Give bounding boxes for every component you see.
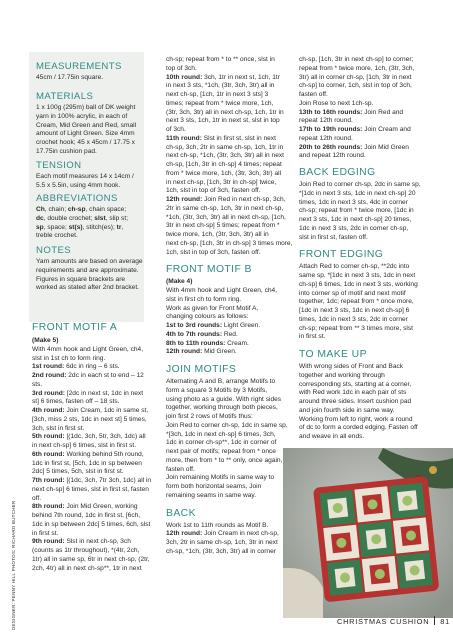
abbreviations-section [36, 193, 128, 241]
text-line: 9th round: Slst in next ch-sp, 3ch [32, 538, 131, 546]
text-line: 12th round: Join Cream in next ch-sp, [166, 530, 279, 538]
cushion-illustration [283, 448, 453, 618]
text-line: fasten off. [299, 91, 328, 98]
text-line: Attach Red to corner ch-sp, **2dc into [299, 263, 410, 271]
text-line: ch-sp; repeat from * twice more, [1dc in [299, 207, 414, 215]
text-line: requirements and are approximate. [36, 266, 139, 274]
footer-title: CHRISTMAS CUSHION [337, 617, 430, 626]
page-number: 81 [440, 617, 450, 626]
text-line: ch-sp; repeat from ** 3 times more, slst [299, 324, 413, 332]
text-line: together and working through [299, 371, 385, 379]
text-line: corresponding sts, starting at a corner, [299, 380, 412, 388]
text-line: *[1dc in next 3 sts, 1dc in next ch-sp] 20 [299, 189, 416, 197]
text-line: 2nd round: 2dc in each st to end – 12 [32, 372, 144, 379]
column-1 [32, 322, 152, 573]
text-line: times; repeat from * twice more, 1ch, [166, 99, 274, 107]
text-line: 2dc] 5 times, 5ch, slst in first st. [32, 468, 124, 476]
text-line: next ch-sp, [1ch, 1tr in next 3 sts] 3 [166, 91, 269, 98]
text-line: 45cm / 17.75in square. [36, 74, 104, 81]
text-line: in next 3 sts, *1ch, (3tr, 3ch, 3tr) all in [166, 82, 275, 90]
text-line: off. [32, 494, 42, 502]
text-line: crochet hook; 45 x 45cm / 17.75 x [36, 139, 135, 146]
text-line: ch-sp, [1ch, 3tr in ch-sp] 4 times; repeat [166, 161, 282, 168]
text-line: 1tr) all in same sp, 6tr in next ch-sp, (2tr, [32, 555, 150, 563]
text-line: together, working through both pieces, [166, 404, 278, 412]
to-make-up-heading: TO MAKE UP [299, 349, 367, 360]
text-line: and repeat 12th round. [299, 152, 366, 160]
text-line: 1dc in sp between 2dc] 5 times, 6ch, slst [32, 520, 151, 528]
measurements-heading: MEASUREMENTS [36, 61, 122, 72]
text-line: 12th round: Mid Green. [166, 348, 237, 356]
text-line: With 4mm hook and Light Green, ch4, [32, 345, 144, 353]
text-line: together, 1dc; repeat from * once more, [299, 298, 414, 306]
text-line: same sp. *[1dc in next 3 sts, 1dc in next [299, 272, 416, 279]
credit-text: DESIGNER: PENNY HILL PHOTOS: RICHARD BUTCHER [11, 500, 16, 630]
text-line: 7th round: [(1dc, 3ch, 7tr 3ch, 1dc) all in [32, 477, 152, 484]
footer-divider [434, 616, 435, 625]
text-line: 5.5 x 5.5in, using 4mm hook. [36, 181, 121, 189]
materials-section [36, 91, 136, 157]
text-line: next pair of motifs; repeat from * once [166, 448, 276, 455]
text-line: 2ch, 4tr) all in next ch-sp**, 1tr in next [32, 564, 142, 572]
tension-section [36, 160, 134, 191]
text-line: Ch, chain; ch-sp, chain space; [36, 206, 127, 213]
text-line: Join remaining Motifs in same way to [166, 474, 275, 482]
text-line: Alternating A and B, arrange Motifs to [166, 378, 276, 385]
text-line: (counts as 1tr throughout), *(4tr, 2ch, [32, 547, 140, 554]
text-line: 12th round: Join Red in next ch-sp, 3ch, [166, 196, 286, 203]
text-line: 1dc in corner ch-sp**, 1dc in corner of [166, 439, 277, 447]
text-line: 17.75in cushion pad. [36, 147, 97, 155]
text-line: Working from left to right, work a round [299, 415, 413, 423]
text-line: repeat from * twice more, 1ch, (3tr, 3ch, [299, 64, 415, 72]
text-line: 5th round: [(1dc, 3ch, 5tr, 3ch, 1dc) all [32, 433, 146, 441]
text-line: Figures in square brackets are [36, 275, 126, 283]
text-line: form both horizontal seams, Join [166, 483, 262, 490]
text-line: 3rd round: [2dc in next st, 1dc in next [32, 389, 144, 397]
text-line: *1ch, (3tr, 3ch, 3tr) all in next ch-sp, [1ch, [166, 213, 286, 221]
text-line: 1st to 3rd rounds: Light Green. [166, 322, 261, 329]
text-line: repeat 12th round. [299, 134, 353, 142]
text-line: more, then from * to ** only, once again, [166, 456, 283, 464]
text-line: Join Red to corner ch-sp, 1dc in same sp, [166, 421, 288, 429]
text-line: slst in 1st ch to form ring. [32, 354, 106, 362]
text-line: around three sides. Insert cushion pad [299, 398, 412, 405]
page-footer [300, 616, 450, 626]
photo-credit [11, 500, 19, 630]
text-line: in first st. [32, 529, 59, 537]
text-line: changing colours as follows: [166, 313, 249, 321]
text-line: With wrong sides of Front and Back [299, 363, 404, 370]
text-line: Yarn amounts are based on average [36, 258, 143, 265]
text-line: behind 7th round, 1dc in first st, [6ch, [32, 512, 141, 519]
text-line: Work 1st to 11th rounds as Motif B. [166, 521, 269, 529]
text-line: 1dc in first st, [5ch, 1dc in sp between [32, 459, 142, 467]
measurements-section [36, 61, 122, 83]
text-line: amount of Light Green. Size 4mm [36, 130, 135, 138]
text-line: ch-sp, 3ch, 2tr in same ch-sp, 1ch, 1tr in [166, 143, 284, 151]
text-line: repeat 12th round. [299, 117, 353, 125]
text-line: 13th to 16th rounds: Join Red and [299, 108, 404, 116]
front-motif-b-heading: FRONT MOTIF B [166, 264, 252, 276]
text-line: 1dc in next 3 sts, 2dc in corner ch-sp, [299, 224, 409, 232]
text-line: 10th round: 3ch, 1tr in next st, 1ch, 1tr [166, 73, 280, 81]
text-line: twice more, 1ch, (3tr, 3ch, 3tr) all in [166, 231, 269, 238]
text-line: st] 6 times, fasten off – 18 sts. [32, 398, 120, 406]
text-line: next 3 sts, 1dc in next ch-sp] 20 times, [299, 216, 412, 223]
text-line: [1dc in next 3 sts, 1dc in next ch-sp] 6 [299, 307, 410, 314]
text-line: 3tr in next ch-sp] 5 times; repeat from * [166, 222, 280, 230]
column-2 [166, 56, 293, 557]
notes-section [36, 245, 143, 293]
text-line: 11th round: Slst in first st, slst in next [166, 134, 276, 142]
text-line: 2tr in same ch-sp, 1ch, 3tr in next ch-sp, [166, 204, 284, 212]
text-line: and weave in all ends. [299, 433, 365, 440]
text-line: Join Rose to next 1ch-sp. [299, 99, 374, 107]
back-edging-heading: BACK EDGING [299, 167, 376, 178]
text-line: ch-sp; repeat from * to ** once, slst in [166, 56, 275, 63]
text-line: of dc to form a corded edging. Fasten off [299, 424, 418, 432]
text-line: 1st round: 6dc in ring – 6 sts. [32, 363, 120, 371]
tension-heading: TENSION [36, 160, 82, 171]
text-line: in next ch-sp] 6 times, slst in first st. [32, 442, 137, 449]
text-line: 1 x 100g (295m) ball of DK weight [36, 104, 136, 111]
text-line: ch-sp, [1ch, 3tr in next ch-sp] to corner; [299, 56, 414, 63]
back-heading: BACK [166, 507, 196, 519]
text-line: next 3 sts, 1ch, 1tr in next st, slst in top [166, 117, 280, 125]
text-line: 20th to 26th rounds: Join Mid Green [299, 143, 409, 151]
text-line: in first st. [299, 333, 326, 341]
text-line: 6th round: Working behind 5th round, [32, 450, 144, 458]
text-line: 1ch, slst in top of 3ch, fasten off. [166, 248, 261, 256]
text-line: 8th round: Join Mid Green, working [32, 503, 138, 511]
text-line: ch-sp, *1ch, (3tr, 3ch, 3tr) all in corner [166, 547, 276, 555]
join-motifs-heading: JOIN MOTIFS [166, 364, 237, 375]
front-motif-a-heading: FRONT MOTIF A [32, 322, 118, 333]
text-line: *[3ch, 1dc in next ch-sp] 6 times, 3ch, [166, 430, 276, 438]
text-line: top of 3ch. [166, 64, 197, 72]
text-line: Work as given for Front Motif A, [166, 304, 259, 312]
text-line: yarn in 100% acrylic, in each of [36, 112, 128, 120]
text-line: 1ch, slst in top of 3ch, fasten off. [166, 187, 261, 195]
text-line: worked as stated after 2nd bracket. [36, 284, 139, 292]
notes-heading: NOTES [36, 245, 72, 256]
text-line: dc, double crochet; slst, slip st; [36, 214, 129, 222]
text-line: remaining seams in same way. [166, 491, 257, 499]
column-3 [299, 56, 429, 442]
text-line: ch-sp] 6 times, 1dc in next 3 sts, working [299, 280, 418, 288]
text-line: sp, space; st(s), stitch(es); tr, [36, 223, 124, 231]
text-line: 4th to 7th rounds: Red. [166, 330, 238, 338]
text-line: and join fourth side in same way. [299, 406, 395, 414]
text-line: With 4mm hook and Light Green, ch4, [166, 287, 278, 294]
text-line: of 3ch. [166, 126, 186, 133]
text-line: (Make 4) [166, 278, 193, 286]
text-line: from * twice more, 1ch, (3tr, 3ch, 3tr) all [166, 169, 282, 177]
text-line: join first 2 rows of Motifs thus: [166, 413, 253, 420]
text-line: 4th round: Join Cream, 1dc in same st, [32, 407, 149, 414]
text-line: [3ch, miss 2 sts, 1dc in next st] 5 times, [32, 415, 147, 423]
text-line: fasten off. [166, 465, 195, 473]
text-line: ch-sp] to corner, 1ch, slst in top of 3ch, [299, 82, 412, 90]
text-line: Cream, Mid Green and Red, small [36, 121, 137, 129]
cushion-photo [283, 448, 453, 618]
text-line: 17th to 19th rounds: Join Cream and [299, 126, 411, 133]
text-line: Join Red to corner ch-sp, 2dc in same sp, [299, 181, 421, 188]
text-line: 8th to 11th rounds: Cream. [166, 339, 249, 347]
text-line: (3tr, 3ch, 3tr) all in next ch-sp, 1ch, 1tr in [166, 108, 284, 116]
text-line: sts. [32, 380, 43, 388]
text-line: 3ch, slst in first st. [32, 424, 85, 432]
text-line: slst in first st, fasten off. [299, 233, 368, 241]
text-line: 3tr) all in corner ch-sp, [1ch, 3tr in next [299, 73, 412, 81]
text-line: into corner sp of motif and next motif [299, 289, 406, 297]
text-line: times, 1dc in next 3 sts, 2dc in corner [299, 315, 408, 323]
abbreviations-heading: ABBREVIATIONS [36, 193, 118, 204]
text-line: slst in first ch to form ring. [166, 295, 242, 303]
front-edging-heading: FRONT EDGING [299, 249, 384, 261]
text-line: in next ch-sp, [1ch, 3tr in ch-sp] twice, [166, 178, 277, 186]
text-line: form a square 3 Motifs by 3 Motifs, [166, 386, 268, 394]
text-line: treble crochet. [36, 232, 78, 240]
text-line: next ch-sp] 6 times, slst in first st, fasten [32, 485, 149, 493]
text-line: next ch-sp, [1ch, 3tr in ch-sp] 3 times more, [166, 239, 293, 247]
text-line: (Make 5) [32, 337, 59, 344]
text-line: with Red work 1dc in each pair of sts [299, 389, 407, 397]
text-line: times, 1dc in next 3 sts, 4dc in corner [299, 198, 408, 206]
text-line: using photo as a guide. With right sides [166, 395, 282, 403]
text-line: Each motif measures 14 x 14cm / [36, 173, 134, 180]
text-line: 3ch, 2tr in same ch-sp, 1ch, 3tr in next [166, 539, 278, 546]
materials-heading: MATERIALS [36, 91, 94, 102]
text-line: next ch-sp, *1ch, (3tr, 3ch, 3tr) all in next [166, 152, 285, 160]
